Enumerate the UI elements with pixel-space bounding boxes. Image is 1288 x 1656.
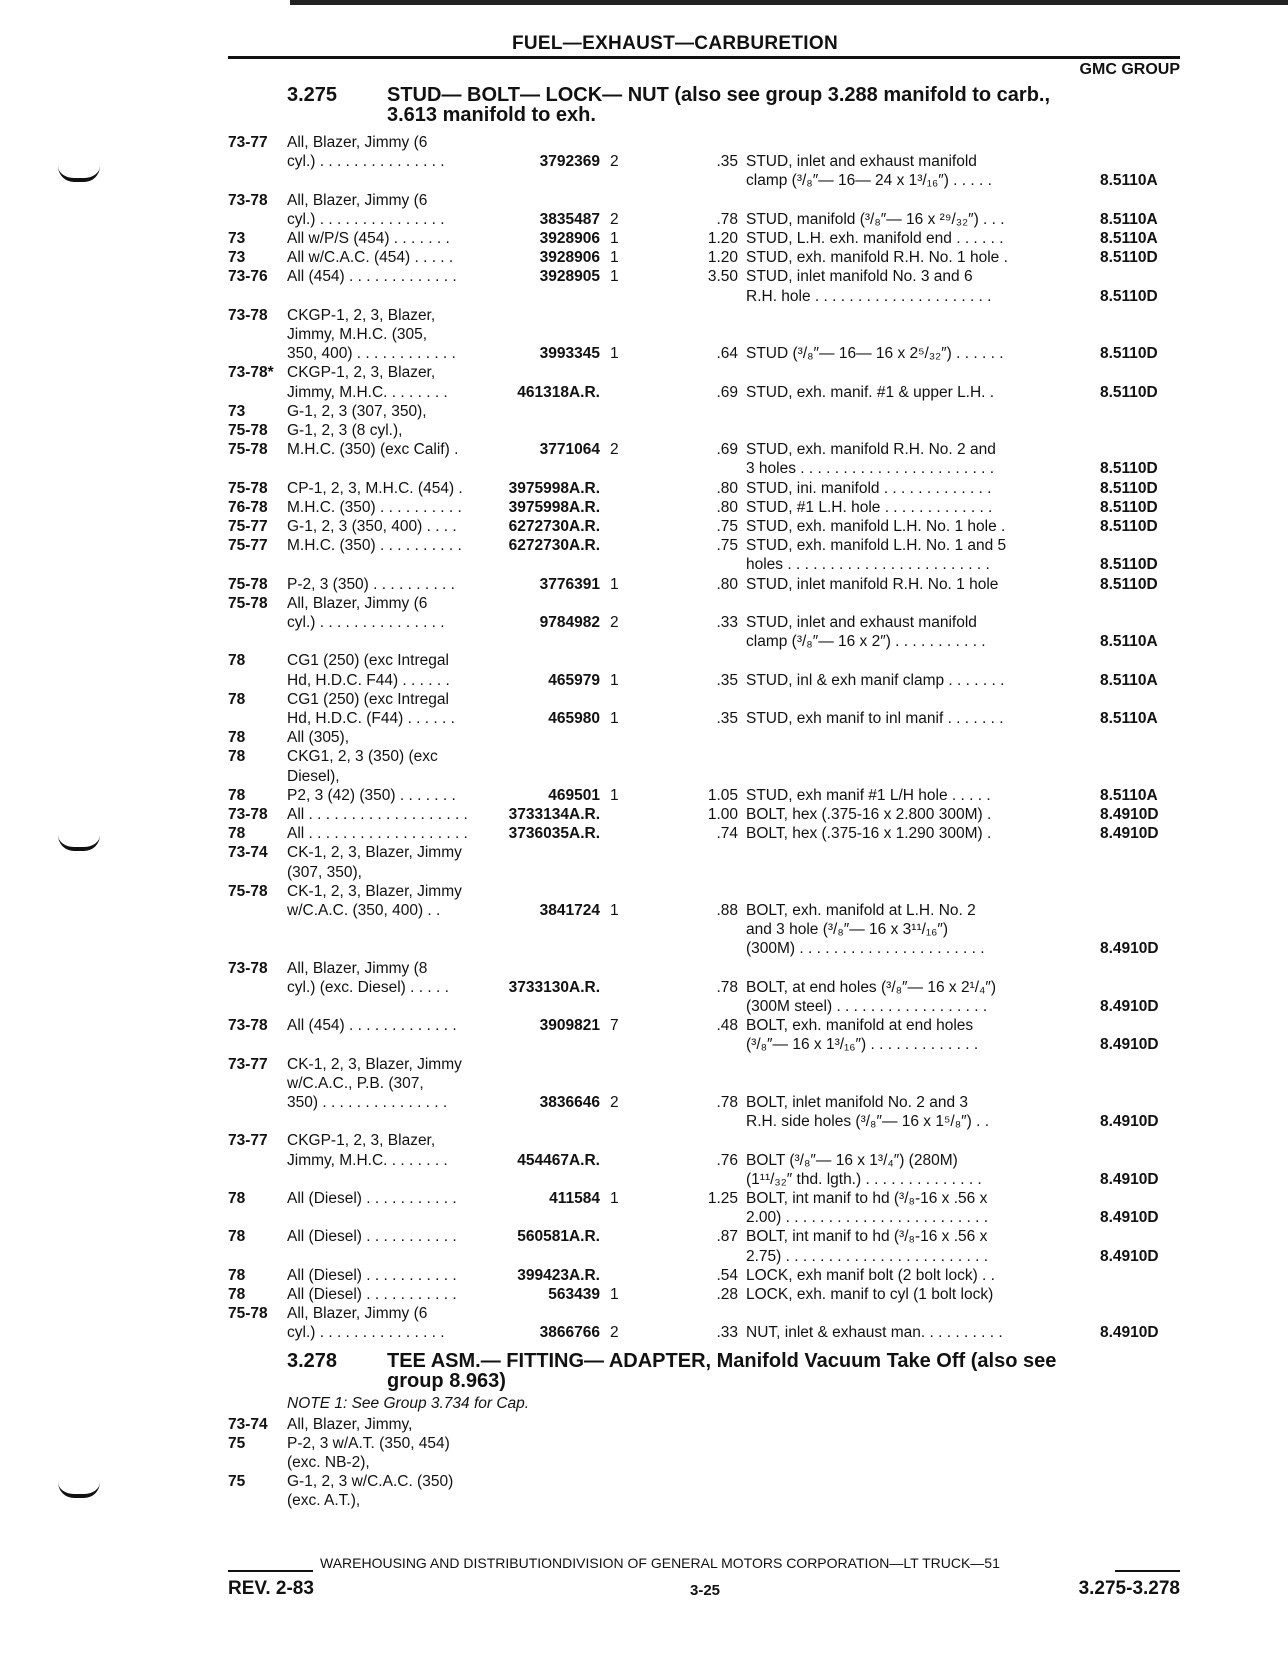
group-code-cell: 8.5110D: [1100, 460, 1158, 478]
part-number-cell: 3836646: [539, 1094, 600, 1111]
description-cell: STUD (³/₈″— 16— 16 x 2⁵/₃₂″) . . . . . .: [746, 345, 1004, 363]
footer-revision: REV. 2-83: [228, 1578, 314, 1599]
part-number-cell: 3866766: [539, 1324, 600, 1342]
quantity-cell: 2: [610, 1094, 619, 1111]
group-code-cell: 8.5110A: [1100, 786, 1158, 804]
description-cell: STUD, exh. manifold L.H. No. 1 and 5: [746, 537, 1007, 555]
description-cell: (³/₈″— 16 x 1³/₁₆″) . . . . . . . . . . . . .: [746, 1036, 979, 1054]
description-cell: 2.75) . . . . . . . . . . . . . . . . . . . . . . . .: [746, 1247, 989, 1265]
part-number-cell: 3928905: [539, 268, 600, 286]
year-cell: 78: [228, 1266, 246, 1284]
quantity-cell: 1: [610, 230, 619, 247]
part-number-cell: 3928906: [539, 230, 600, 247]
year-cell: 75-78: [228, 594, 268, 612]
price-cell: .69: [716, 441, 738, 459]
application-cell: All (454) . . . . . . . . . . . . .: [287, 1017, 457, 1035]
description-cell: STUD, ini. manifold . . . . . . . . . . . . .: [746, 479, 992, 497]
application-cell: M.H.C. (350) . . . . . . . . . .: [287, 537, 462, 555]
part-number-cell: 3776391: [539, 575, 600, 593]
year-cell: 78: [228, 729, 246, 747]
application-cell: G-1, 2, 3 w/C.A.C. (350): [287, 1473, 454, 1491]
year-cell: 78: [228, 1190, 246, 1207]
quantity-cell: 2: [610, 1324, 619, 1342]
description-cell: (1¹¹/₃₂″ thd. lgth.) . . . . . . . . . . . . . .: [746, 1170, 982, 1188]
year-cell: 75-78: [228, 479, 268, 497]
quantity-cell: 7: [610, 1017, 619, 1035]
year-cell: 73-74: [228, 1415, 268, 1433]
quantity-cell: 1: [610, 902, 619, 919]
description-cell: STUD, exh. manifold R.H. No. 2 and: [746, 441, 996, 459]
year-cell: 73: [228, 249, 246, 267]
section-title-line: TEE ASM.— FITTING— ADAPTER, Manifold Vacuum Take Off (also see: [387, 1349, 1057, 1372]
application-cell: 350) . . . . . . . . . . . . . . .: [287, 1094, 448, 1111]
description-cell: clamp (³/₈″— 16— 24 x 1³/₁₆″) . . . . .: [746, 172, 992, 190]
year-cell: 73: [228, 230, 246, 247]
part-number-cell: 3792369: [539, 153, 600, 171]
application-cell: w/C.A.C., P.B. (307,: [287, 1074, 424, 1092]
application-cell: 350, 400) . . . . . . . . . . . .: [287, 345, 456, 363]
price-cell: 1.00: [707, 806, 738, 823]
application-cell: P-2, 3 w/A.T. (350, 454): [287, 1434, 450, 1452]
price-cell: .35: [716, 153, 738, 171]
footer-section-range: 3.275-3.278: [1078, 1578, 1180, 1599]
application-cell: P-2, 3 (350) . . . . . . . . . .: [287, 575, 455, 593]
price-cell: .78: [716, 1094, 738, 1111]
quantity-cell: 2: [610, 210, 619, 228]
price-cell: .35: [716, 671, 738, 689]
application-cell: All (Diesel) . . . . . . . . . . .: [287, 1228, 457, 1246]
application-cell: All (454) . . . . . . . . . . . . .: [287, 268, 457, 286]
year-cell: 75: [228, 1473, 246, 1491]
section-title: [387, 85, 1187, 125]
application-cell: All (305),: [287, 729, 350, 747]
group-code-cell: 8.5110D: [1100, 479, 1158, 497]
part-number-cell: 3928906: [539, 249, 600, 267]
part-number-cell: 3975998A.R.: [508, 479, 600, 497]
page-title: FUEL—EXHAUST—CARBURETION: [512, 33, 838, 54]
group-code-cell: 8.5110D: [1100, 383, 1158, 401]
section-title-line: STUD— BOLT— LOCK— NUT (also see group 3.288 manifold to carb.,: [387, 84, 1051, 106]
application-cell: All (Diesel) . . . . . . . . . . .: [287, 1286, 457, 1303]
year-cell: 73-78: [228, 306, 268, 324]
quantity-cell: 1: [610, 671, 619, 689]
application-cell: All, Blazer, Jimmy (6: [287, 1305, 428, 1323]
price-cell: .78: [716, 210, 738, 228]
year-cell: 75-77: [228, 518, 268, 535]
price-cell: .75: [716, 537, 738, 555]
quantity-cell: 1: [610, 575, 619, 593]
price-cell: .76: [716, 1151, 738, 1169]
year-cell: 73-74: [228, 844, 268, 862]
binder-mark: [58, 835, 100, 851]
footer-page-number: 3-25: [690, 1582, 721, 1599]
part-number-cell: 469501: [548, 786, 600, 804]
part-number-cell: 399423A.R.: [517, 1266, 600, 1284]
description-cell: NUT, inlet & exhaust man. . . . . . . . . .: [746, 1324, 1003, 1342]
group-code-cell: 8.5110D: [1100, 345, 1158, 363]
group-code-cell: 8.5110D: [1100, 498, 1158, 516]
group-code-cell: 8.5110A: [1100, 172, 1158, 190]
description-cell: STUD, inlet and exhaust manifold: [746, 614, 977, 631]
group-code-cell: 8.5110D: [1100, 287, 1158, 305]
year-cell: 75-78: [228, 1305, 268, 1323]
description-cell: STUD, exh manif #1 L/H hole . . . . .: [746, 786, 991, 804]
description-cell: STUD, inlet and exhaust manifold: [746, 153, 977, 171]
application-cell: All, Blazer, Jimmy,: [287, 1415, 413, 1433]
application-cell: Diesel),: [287, 767, 340, 785]
group-code-cell: 8.4910D: [1100, 806, 1159, 823]
group-code-cell: 8.5110D: [1100, 249, 1158, 267]
description-cell: (300M) . . . . . . . . . . . . . . . . . . . . . .: [746, 940, 985, 958]
application-cell: All w/C.A.C. (454) . . . . .: [287, 249, 454, 267]
part-number-cell: 3909821: [539, 1017, 600, 1035]
part-number-cell: 3993345: [539, 345, 600, 363]
year-cell: 73-77: [228, 134, 268, 151]
application-cell: CG1 (250) (exc Intregal: [287, 690, 449, 708]
application-cell: All . . . . . . . . . . . . . . . . . . .: [287, 825, 468, 843]
year-cell: 73-78*: [228, 364, 274, 382]
application-cell: Jimmy, M.H.C. . . . . . . .: [287, 383, 448, 401]
application-cell: All (Diesel) . . . . . . . . . . .: [287, 1190, 457, 1207]
description-cell: and 3 hole (³/₈″— 16 x 3¹¹/₁₆″): [746, 921, 949, 939]
application-cell: w/C.A.C. (350, 400) . .: [287, 902, 441, 919]
application-cell: cyl.) . . . . . . . . . . . . . . .: [287, 153, 445, 171]
description-cell: STUD, exh. manifold L.H. No. 1 hole .: [746, 518, 1006, 535]
binder-mark: [58, 1482, 100, 1498]
description-cell: BOLT, int manif to hd (³/₈-16 x .56 x: [746, 1190, 988, 1207]
part-number-cell: 3736035A.R.: [508, 825, 600, 843]
year-cell: 78: [228, 786, 246, 804]
application-cell: P2, 3 (42) (350) . . . . . . .: [287, 786, 456, 804]
binder-mark: [58, 166, 100, 182]
application-cell: CK-1, 2, 3, Blazer, Jimmy: [287, 1055, 462, 1073]
application-cell: (exc. NB-2),: [287, 1454, 370, 1471]
price-cell: .80: [716, 498, 738, 516]
group-code-cell: 8.5110D: [1100, 556, 1158, 574]
footer-rule-left: [228, 1570, 313, 1572]
price-cell: .78: [716, 978, 738, 996]
group-code-cell: 8.5110A: [1100, 633, 1158, 651]
group-code-cell: 8.4910D: [1100, 998, 1159, 1015]
price-cell: .88: [716, 902, 738, 919]
group-code-cell: 8.4910D: [1100, 1113, 1159, 1131]
group-code-cell: 8.5110A: [1100, 671, 1158, 689]
application-cell: Jimmy, M.H.C. (305,: [287, 326, 428, 343]
year-cell: 73-77: [228, 1132, 268, 1150]
description-cell: BOLT, int manif to hd (³/₈-16 x .56 x: [746, 1228, 988, 1246]
price-cell: .54: [716, 1266, 738, 1284]
price-cell: .80: [716, 575, 738, 593]
footer-rule-right: [1115, 1570, 1180, 1572]
application-cell: (exc. A.T.),: [287, 1492, 361, 1510]
group-code-cell: 8.4910D: [1100, 940, 1159, 958]
part-number-cell: 411584: [549, 1190, 600, 1207]
description-cell: STUD, manifold (³/₈″— 16 x ²⁹/₃₂″) . . .: [746, 210, 1005, 228]
group-code-cell: 8.5110A: [1100, 710, 1158, 727]
application-cell: CKGP-1, 2, 3, Blazer,: [287, 306, 436, 324]
top-edge-bar: [290, 0, 1288, 5]
section-note: NOTE 1: See Group 3.734 for Cap.: [287, 1394, 530, 1412]
part-number-cell: 563439: [548, 1286, 600, 1303]
quantity-cell: 2: [610, 614, 619, 631]
price-cell: .48: [716, 1017, 738, 1035]
description-cell: clamp (³/₈″— 16 x 2″) . . . . . . . . . . .: [746, 633, 986, 651]
price-cell: .75: [716, 518, 738, 535]
price-cell: 1.20: [707, 230, 738, 247]
application-cell: M.H.C. (350) (exc Calif) .: [287, 441, 459, 459]
part-number-cell: 3841724: [539, 902, 600, 919]
group-code-cell: 8.5110D: [1100, 518, 1158, 535]
part-number-cell: 9784982: [539, 614, 600, 631]
quantity-cell: 1: [610, 249, 619, 267]
application-cell: All, Blazer, Jimmy (6: [287, 191, 428, 209]
group-code-cell: 8.5110A: [1100, 210, 1158, 228]
application-cell: CP-1, 2, 3, M.H.C. (454) .: [287, 479, 463, 497]
application-cell: All (Diesel) . . . . . . . . . . .: [287, 1266, 457, 1284]
part-number-cell: 6272730A.R.: [508, 537, 600, 555]
part-number-cell: 3835487: [539, 210, 600, 228]
application-cell: Jimmy, M.H.C. . . . . . . .: [287, 1151, 448, 1169]
group-code-cell: 8.5110D: [1100, 575, 1158, 593]
application-cell: All, Blazer, Jimmy (8: [287, 959, 428, 977]
year-cell: 78: [228, 825, 246, 843]
group-code-cell: 8.4910D: [1100, 1170, 1159, 1188]
year-cell: 73-76: [228, 268, 268, 286]
quantity-cell: 1: [610, 345, 619, 363]
application-cell: CG1 (250) (exc Intregal: [287, 652, 449, 670]
year-cell: 78: [228, 748, 246, 766]
group-code-cell: 8.5110A: [1100, 230, 1158, 247]
part-number-cell: 3733130A.R.: [508, 978, 600, 996]
price-cell: .28: [716, 1286, 738, 1303]
group-code-cell: 8.4910D: [1100, 1324, 1159, 1342]
application-cell: CK-1, 2, 3, Blazer, Jimmy: [287, 844, 462, 862]
description-cell: BOLT (³/₈″— 16 x 1³/₄″) (280M): [746, 1151, 958, 1169]
year-cell: 73: [228, 402, 246, 420]
application-cell: CKGP-1, 2, 3, Blazer,: [287, 364, 436, 382]
year-cell: 75-77: [228, 537, 268, 555]
year-cell: 73-77: [228, 1055, 268, 1073]
application-cell: All, Blazer, Jimmy (6: [287, 594, 428, 612]
part-number-cell: 461318A.R.: [517, 383, 600, 401]
application-cell: M.H.C. (350) . . . . . . . . . .: [287, 498, 462, 516]
quantity-cell: 1: [610, 786, 619, 804]
year-cell: 78: [228, 1228, 246, 1246]
application-cell: cyl.) . . . . . . . . . . . . . . .: [287, 1324, 445, 1342]
group-code-cell: 8.4910D: [1100, 1036, 1159, 1054]
section-title: [387, 1351, 1187, 1391]
application-cell: G-1, 2, 3 (350, 400) . . . .: [287, 518, 457, 535]
price-cell: .74: [716, 825, 738, 843]
year-cell: 76-78: [228, 498, 268, 516]
year-cell: 75: [228, 1434, 246, 1452]
application-cell: cyl.) (exc. Diesel) . . . . .: [287, 978, 449, 996]
description-cell: STUD, exh. manifold R.H. No. 1 hole .: [746, 249, 1008, 267]
application-cell: CKG1, 2, 3 (350) (exc: [287, 748, 438, 766]
price-cell: 3.50: [707, 268, 738, 286]
price-cell: .35: [716, 710, 738, 727]
description-cell: STUD, exh. manif. #1 & upper L.H. .: [746, 383, 995, 401]
description-cell: BOLT, exh. manifold at L.H. No. 2: [746, 902, 976, 919]
price-cell: 1.05: [707, 786, 738, 804]
description-cell: STUD, L.H. exh. manifold end . . . . . .: [746, 230, 1004, 247]
application-cell: (307, 350),: [287, 863, 362, 881]
quantity-cell: 1: [610, 1190, 619, 1207]
application-cell: All, Blazer, Jimmy (6: [287, 134, 428, 151]
description-cell: R.H. side holes (³/₈″— 16 x 1⁵/₈″) . .: [746, 1113, 990, 1131]
price-cell: .69: [716, 383, 738, 401]
application-cell: cyl.) . . . . . . . . . . . . . . .: [287, 210, 445, 228]
header-rule: [228, 56, 1180, 59]
part-number-cell: 3771064: [539, 441, 600, 459]
description-cell: 3 holes . . . . . . . . . . . . . . . . . . . . . . .: [746, 460, 995, 478]
description-cell: BOLT, hex (.375-16 x 1.290 300M) .: [746, 825, 992, 843]
section-number: 3.275: [287, 84, 338, 106]
description-cell: BOLT, at end holes (³/₈″— 16 x 2¹/₄″): [746, 978, 997, 996]
application-cell: All w/P/S (454) . . . . . . .: [287, 230, 450, 247]
quantity-cell: 2: [610, 441, 619, 459]
description-cell: BOLT, inlet manifold No. 2 and 3: [746, 1094, 969, 1111]
quantity-cell: 1: [610, 710, 619, 727]
application-cell: CK-1, 2, 3, Blazer, Jimmy: [287, 882, 462, 900]
application-cell: Hd, H.D.C. F44) . . . . . .: [287, 671, 450, 689]
price-cell: 1.20: [707, 249, 738, 267]
description-cell: STUD, inl & exh manif clamp . . . . . . .: [746, 671, 1005, 689]
part-number-cell: 3975998A.R.: [508, 498, 600, 516]
description-cell: BOLT, hex (.375-16 x 2.800 300M) .: [746, 806, 992, 823]
group-code-cell: 8.4910D: [1100, 825, 1159, 843]
year-cell: 78: [228, 690, 246, 708]
part-number-cell: 454467A.R.: [517, 1151, 600, 1169]
description-cell: STUD, #1 L.H. hole . . . . . . . . . . . . .: [746, 498, 993, 516]
group-code-cell: 8.4910D: [1100, 1209, 1159, 1227]
price-cell: .33: [716, 1324, 738, 1342]
year-cell: 73-78: [228, 959, 268, 977]
price-cell: .33: [716, 614, 738, 631]
year-cell: 75-78: [228, 575, 268, 593]
application-cell: All . . . . . . . . . . . . . . . . . . .: [287, 806, 468, 823]
section-title-line: group 8.963): [387, 1369, 506, 1392]
part-number-cell: 560581A.R.: [517, 1228, 600, 1246]
description-cell: STUD, inlet manifold No. 3 and 6: [746, 268, 973, 286]
quantity-cell: 1: [610, 1286, 619, 1303]
section-title-line: 3.613 manifold to exh.: [387, 104, 596, 126]
year-cell: 75-78: [228, 882, 268, 900]
price-cell: .64: [716, 345, 738, 363]
part-number-cell: 465980: [548, 710, 600, 727]
section-number: 3.278: [287, 1349, 338, 1372]
price-cell: .80: [716, 479, 738, 497]
price-cell: .87: [716, 1228, 738, 1246]
year-cell: 73-78: [228, 806, 268, 823]
description-cell: STUD, exh manif to inl manif . . . . . . .: [746, 710, 1004, 727]
quantity-cell: 2: [610, 153, 619, 171]
description-cell: LOCK, exh manif bolt (2 bolt lock) . .: [746, 1266, 995, 1284]
application-cell: Hd, H.D.C. (F44) . . . . . .: [287, 710, 455, 727]
year-cell: 78: [228, 652, 246, 670]
application-cell: G-1, 2, 3 (307, 350),: [287, 402, 427, 420]
group-code-cell: 8.4910D: [1100, 1247, 1159, 1265]
year-cell: 73-78: [228, 1017, 268, 1035]
price-cell: 1.25: [707, 1190, 738, 1207]
year-cell: 73-78: [228, 191, 268, 209]
application-cell: CKGP-1, 2, 3, Blazer,: [287, 1132, 436, 1150]
description-cell: STUD, inlet manifold R.H. No. 1 hole: [746, 575, 999, 593]
year-cell: 78: [228, 1286, 246, 1303]
part-number-cell: 6272730A.R.: [508, 518, 600, 535]
year-cell: 75-78: [228, 441, 268, 459]
part-number-cell: 465979: [548, 671, 600, 689]
description-cell: (300M steel) . . . . . . . . . . . . . . . . . .: [746, 998, 988, 1015]
description-cell: BOLT, exh. manifold at end holes: [746, 1017, 974, 1035]
footer-publisher: WAREHOUSING AND DISTRIBUTIONDIVISION OF GENERAL MOTORS CORPORATION—LT TRUCK—51: [320, 1555, 1000, 1571]
year-cell: 75-78: [228, 422, 268, 439]
application-cell: cyl.) . . . . . . . . . . . . . . .: [287, 614, 445, 631]
quantity-cell: 1: [610, 268, 619, 286]
part-number-cell: 3733134A.R.: [508, 806, 600, 823]
group-label: GMC GROUP: [1079, 61, 1180, 78]
description-cell: LOCK, exh. manif to cyl (1 bolt lock): [746, 1286, 994, 1303]
description-cell: R.H. hole . . . . . . . . . . . . . . . . . . . . .: [746, 287, 992, 305]
application-cell: G-1, 2, 3 (8 cyl.),: [287, 422, 403, 439]
description-cell: 2.00) . . . . . . . . . . . . . . . . . . . . . . . .: [746, 1209, 989, 1227]
description-cell: holes . . . . . . . . . . . . . . . . . . . . . . . .: [746, 556, 990, 574]
